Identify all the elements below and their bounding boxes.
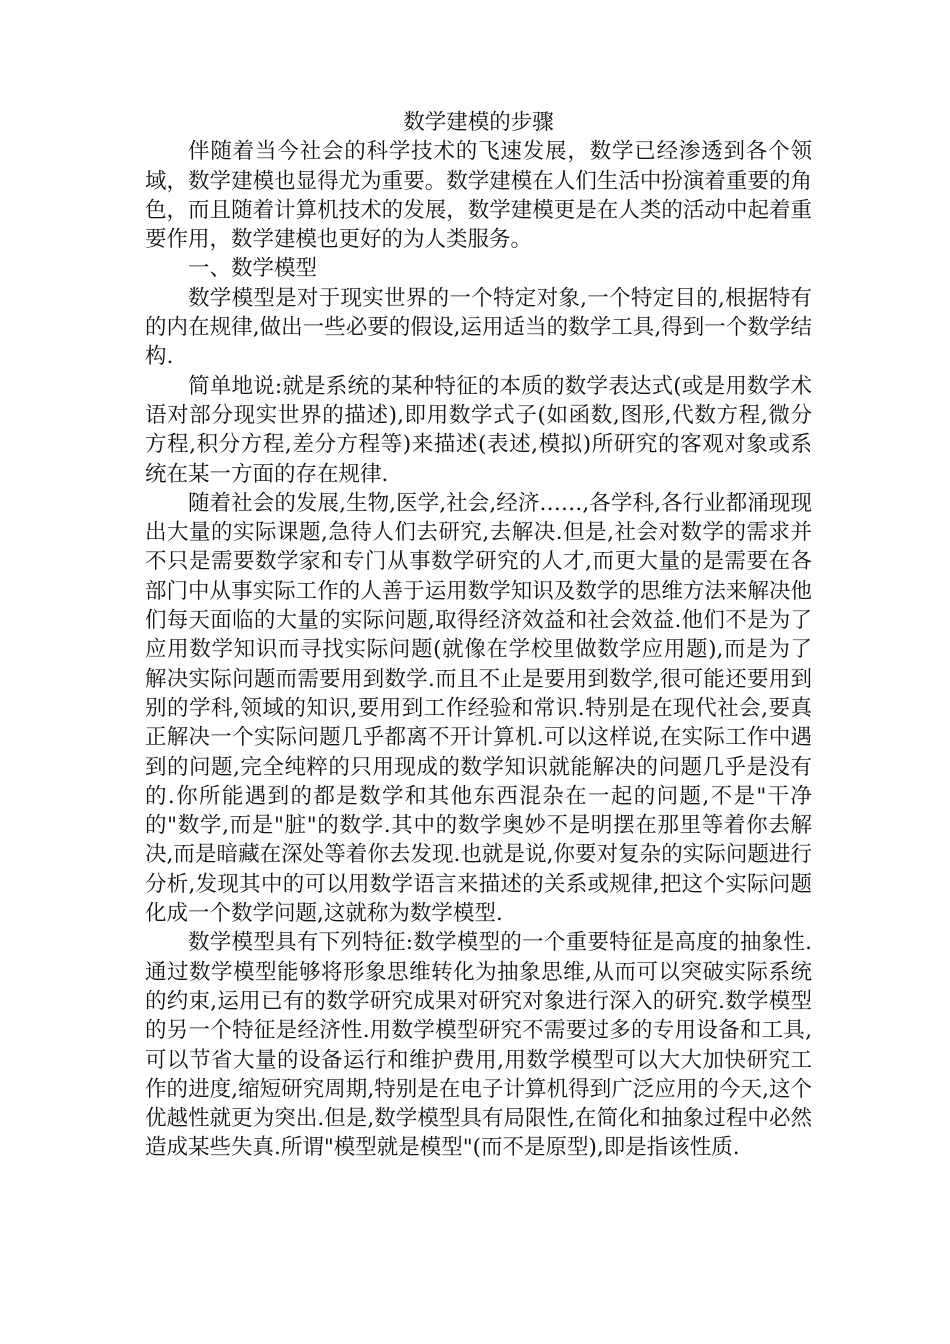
body-paragraph: 数学模型具有下列特征:数学模型的一个重要特征是高度的抽象性.通过数学模型能够将形象思维转化为抽象思维,从而可以突破实际系统的约束,运用已有的数学研究成果对研究对象进行深入的研究.数学模型的另一个特征是经济性.用数学模型研究不需要过多的专用设备和工具,可以节省大量的设备运行和维护费用,用数学模型可以大大加快研究工作的进度,缩短研究周期,特别是在电子计算机得到广泛应用的今天,这个优越性就更为突出.但是,数学模型具有局限性,在简化和抽象过程中必然造成某些失真.所谓"模型就是模型"(而不是原型),即是指该性质.: [145, 930, 812, 1161]
intro-paragraph: 伴随着当今社会的科学技术的飞速发展，数学已经渗透到各个领域，数学建模也显得尤为重要。数学建模在人们生活中扮演着重要的角色，而且随着计算机技术的发展，数学建模更是在人类的活动中起着重要作用，数学建模也更好的为人类服务。: [145, 139, 812, 253]
document-title: 数学建模的步骤: [403, 110, 554, 135]
body-paragraph: 简单地说:就是系统的某种特征的本质的数学表达式(或是用数学术语对部分现实世界的描述),即用数学式子(如函数,图形,代数方程,微分方程,积分方程,差分方程等)来描述(表述,模拟)所研究的客观对象或系统在某一方面的存在规律.: [145, 373, 812, 487]
body-paragraph: 数学模型是对于现实世界的一个特定对象,一个特定目的,根据特有的内在规律,做出一些必要的假设,运用适当的数学工具,得到一个数学结构.: [145, 285, 812, 370]
body-paragraph: 随着社会的发展,生物,医学,社会,经济……,各学科,各行业都涌现现出大量的实际课题,急待人们去研究,去解决.但是,社会对数学的需求并不只是需要数学家和专门从事数学研究的人才,而更大量的是需要在各部门中从事实际工作的人善于运用数学知识及数学的思维方法来解决他们每天面临的大量的实际问题,取得经济效益和社会效益.他们不是为了应用数学知识而寻找实际问题(就像在学校里做数学应用题),而是为了解决实际问题而需要用到数学.而且不止是要用到数学,很可能还要用到别的学科,领域的知识,要用到工作经验和常识.特别是在现代社会,要真正解决一个实际问题几乎都离不开计算机.可以这样说,在实际工作中遇到的问题,完全纯粹的只用现成的数学知识就能解决的问题几乎是没有的.你所能遇到的都是数学和其他东西混杂在一起的问题,不是"干净的"数学,而是"脏"的数学.其中的数学奥妙不是明摆在那里等着你去解决,而是暗藏在深处等着你去发现.也就是说,你要对复杂的实际问题进行分析,发现其中的可以用数学语言来描述的关系或规律,把这个实际问题化成一个数学问题,这就称为数学模型.: [145, 490, 812, 927]
section-heading: 一、数学模型: [188, 256, 318, 282]
document-page: [145, 108, 812, 1163]
